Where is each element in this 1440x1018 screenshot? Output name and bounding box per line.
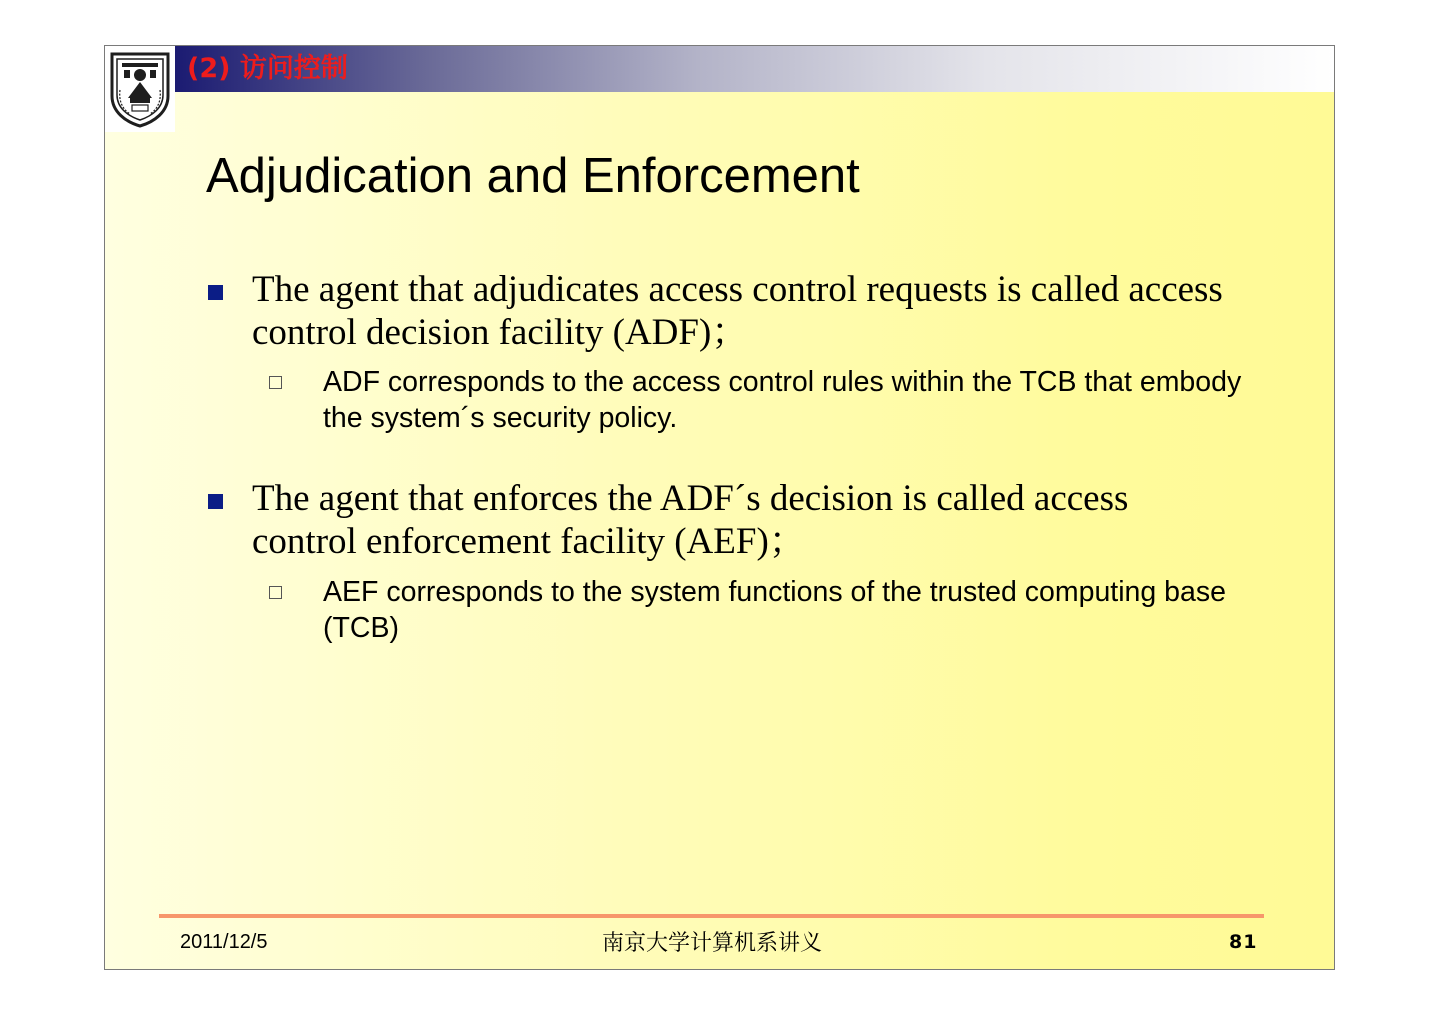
bullet-item	[208, 477, 1218, 567]
bullet-text: The agent that adjudicates access control requests is called access control decision facility (ADF)；	[252, 269, 1223, 353]
footer-divider	[159, 914, 1264, 918]
footer-date: 2011/12/5	[180, 931, 268, 953]
sub-bullet-text: AEF corresponds to the system functions of the trusted computing base (TCB)	[323, 576, 1226, 644]
slide	[104, 45, 1335, 970]
bullet-text: The agent that enforces the ADF´s decision is called access control enforcement facility (AEF)；	[252, 478, 1129, 562]
hollow-square-icon	[269, 586, 282, 599]
bullet-square-icon	[208, 285, 223, 300]
slide-title: Adjudication and Enforcement	[206, 149, 860, 203]
bullet-square-icon	[208, 494, 223, 509]
logo	[105, 46, 175, 132]
header-band	[175, 46, 1335, 92]
sub-bullet-item	[269, 574, 1226, 648]
hollow-square-icon	[269, 376, 282, 389]
footer-course-title: 南京大学计算机系讲义	[602, 931, 823, 956]
sub-bullet-text: ADF corresponds to the access control rules within the TCB that embody the system´s security policy.	[323, 366, 1242, 434]
section-title: (2) 访问控制	[187, 53, 348, 84]
bullet-item	[208, 268, 1223, 358]
page-number: 81	[1229, 931, 1258, 953]
sub-bullet-item	[269, 364, 1242, 438]
university-seal-icon	[108, 50, 172, 128]
